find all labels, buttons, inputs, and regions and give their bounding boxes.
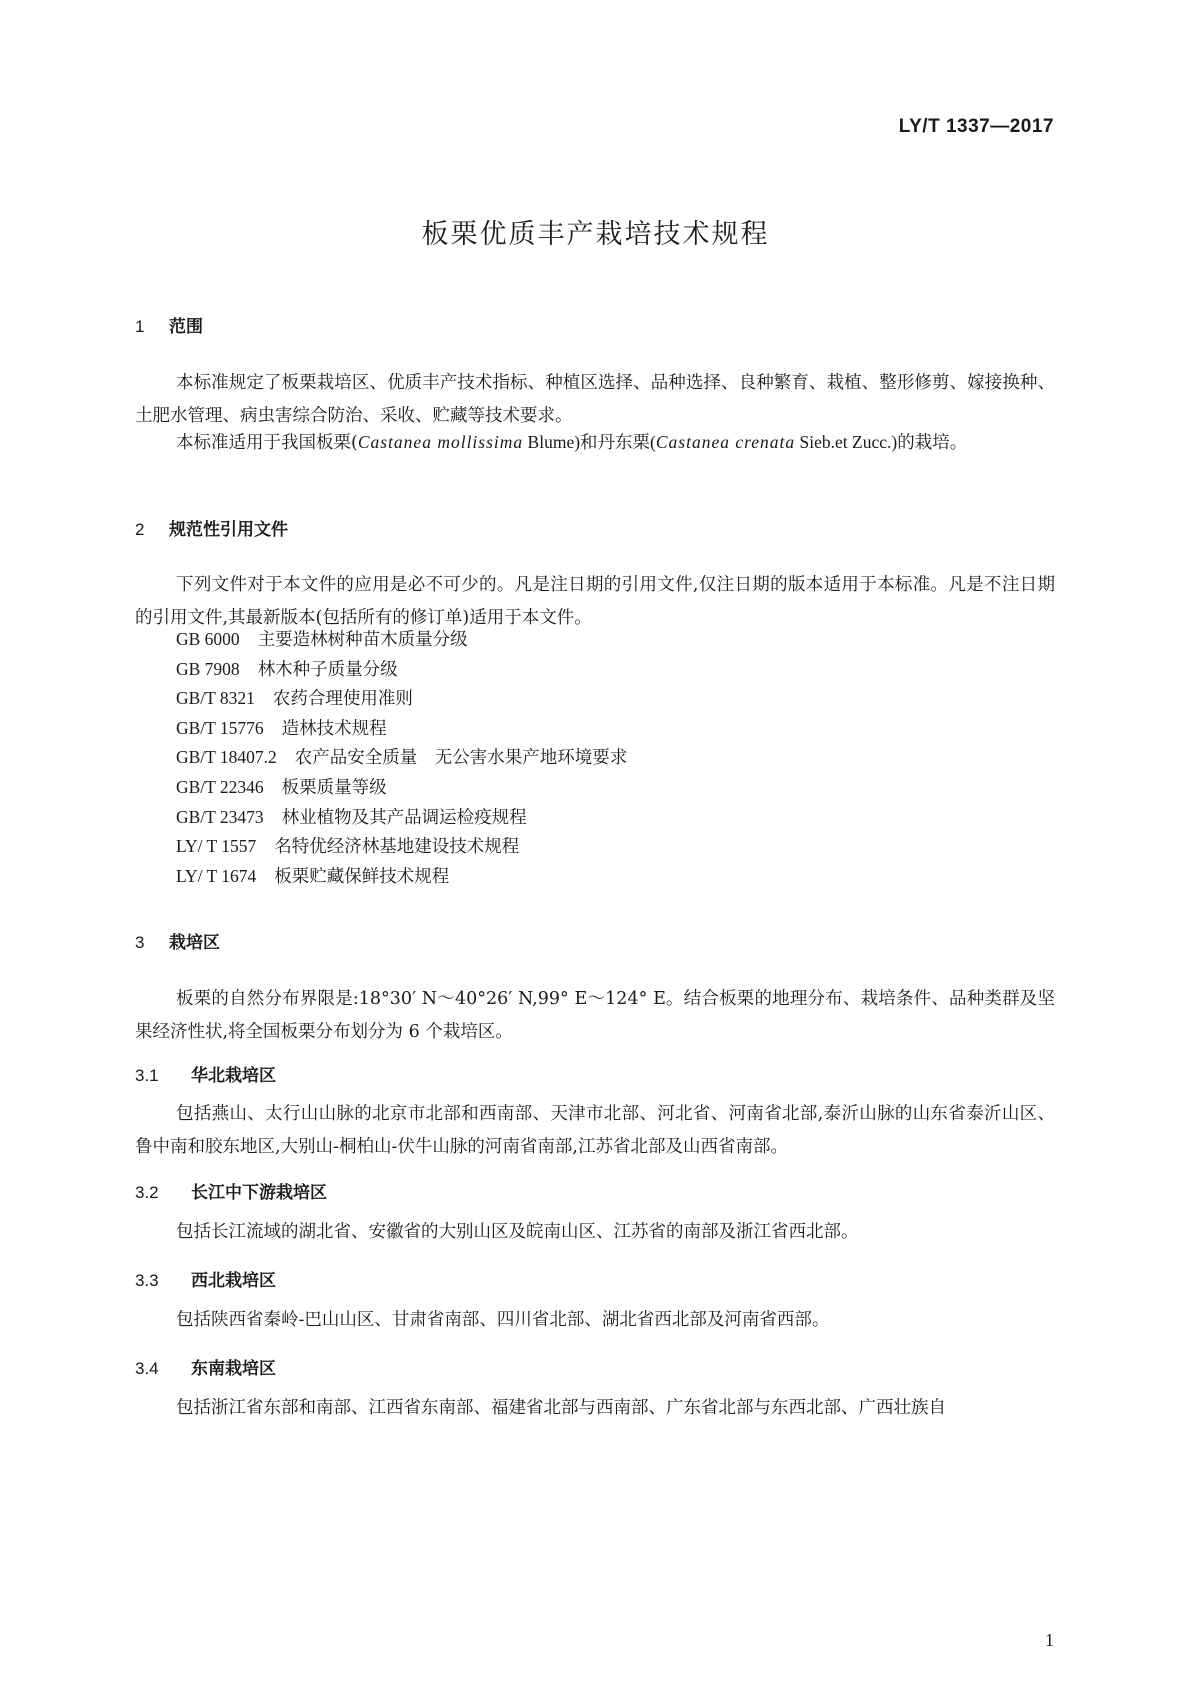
section-number: 1 <box>135 317 145 336</box>
scope-text-b: Blume)和丹东栗( <box>523 432 656 452</box>
subsection-heading-3-4 <box>135 1354 276 1379</box>
section-heading-2 <box>135 515 288 540</box>
reference-item <box>176 832 627 862</box>
subsection-text-3-2: 包括长江流域的湖北省、安徽省的大别山区及皖南山区、江苏省的南部及浙江省西北部。 <box>176 1222 859 1242</box>
subsection-heading-3-1 <box>135 1061 276 1086</box>
reference-item <box>176 773 627 803</box>
reference-name: 农药合理使用准则 <box>272 689 413 710</box>
subsection-heading-3-3 <box>135 1266 276 1291</box>
reference-name: 板栗贮藏保鲜技术规程 <box>274 866 450 887</box>
scope-text-a: 本标准适用于我国板栗( <box>176 433 358 453</box>
reference-item <box>176 655 627 685</box>
reference-item <box>176 714 627 744</box>
latin-name-mollissima: Castanea mollissima <box>357 432 524 452</box>
section-number: 3 <box>135 933 145 952</box>
scope-paragraph-1: 本标准规定了板栗栽培区、优质丰产技术指标、种植区选择、品种选择、良种繁育、栽植、整形修剪、嫁接换种、土肥水管理、病虫害综合防治、采收、贮藏等技术要求。 <box>135 373 1055 426</box>
subsection-title: 长江中下游栽培区 <box>191 1183 327 1203</box>
reference-code: GB 6000 <box>176 629 240 649</box>
reference-name: 主要造林树种苗木质量分级 <box>257 630 468 650</box>
subsection-number: 3.3 <box>135 1271 159 1290</box>
subsection-title: 华北栽培区 <box>191 1066 276 1086</box>
reference-name: 造林技术规程 <box>281 718 387 739</box>
subsection-number: 3.4 <box>135 1359 159 1378</box>
subsection-heading-3-2 <box>135 1178 327 1203</box>
reference-code: GB/T 8321 <box>176 688 255 709</box>
reference-item <box>176 862 627 892</box>
reference-name: 农产品安全质量 无公害水果产地环境要求 <box>294 748 628 769</box>
reference-code: GB/T 18407.2 <box>176 747 277 768</box>
reference-code: GB/T 22346 <box>176 776 264 797</box>
document-title: 板栗优质丰产栽培技术规程 <box>421 219 770 250</box>
section-heading-3 <box>135 928 220 953</box>
reference-code: GB/T 15776 <box>176 717 264 738</box>
reference-name: 林木种子质量分级 <box>257 659 398 680</box>
subsection-number: 3.2 <box>135 1183 159 1202</box>
subsection-number: 3.1 <box>135 1066 159 1085</box>
page-number: 1 <box>1045 1630 1054 1650</box>
reference-name: 林业植物及其产品调运检疫规程 <box>281 807 527 828</box>
section-title: 规范性引用文件 <box>169 520 288 540</box>
scope-text-c: Sieb.et Zucc.)的栽培。 <box>795 432 968 452</box>
latin-name-crenata: Castanea crenata <box>655 432 796 452</box>
section-heading-1 <box>135 312 203 337</box>
reference-code: LY/ T 1674 <box>176 865 257 886</box>
standard-code: LY/T 1337—2017 <box>898 116 1054 137</box>
reference-item <box>176 803 627 833</box>
section-number: 2 <box>135 520 145 539</box>
reference-item <box>176 625 627 655</box>
cultivation-intro: 板栗的自然分布界限是:18°30′ N～40°26′ N,99° E～124° E。结合板栗的地理分布、栽培条件、品种类群及坚果经济性状,将全国板栗分布划分为 6 个栽培区。 <box>135 989 1055 1042</box>
reference-code: LY/ T 1557 <box>176 836 257 857</box>
reference-item <box>176 743 627 773</box>
references-intro: 下列文件对于本文件的应用是必不可少的。凡是注日期的引用文件,仅注日期的版本适用于本标准。凡是不注日期的引用文件,其最新版本(包括所有的修订单)适用于本文件。 <box>135 575 1055 628</box>
subsection-text-3-3: 包括陕西省秦岭-巴山山区、甘肃省南部、四川省北部、湖北省西北部及河南省西部。 <box>176 1310 830 1330</box>
reference-item <box>176 684 627 714</box>
reference-name: 名特优经济林基地建设技术规程 <box>274 837 520 858</box>
section-title: 栽培区 <box>169 933 220 953</box>
reference-name: 板栗质量等级 <box>281 777 387 798</box>
reference-list <box>176 625 627 891</box>
section-title: 范围 <box>169 317 203 337</box>
subsection-title: 西北栽培区 <box>191 1271 276 1291</box>
subsection-text-3-1: 包括燕山、太行山山脉的北京市北部和西南部、天津市北部、河北省、河南省北部,泰沂山脉的山东省泰沂山区、鲁中南和胶东地区,大别山-桐柏山-伏牛山脉的河南省南部,江苏省北部及山西省南部。 <box>135 1104 1055 1157</box>
reference-code: GB 7908 <box>176 658 240 679</box>
scope-paragraph-2 <box>135 426 1055 460</box>
subsection-title: 东南栽培区 <box>191 1359 276 1379</box>
subsection-text-3-4: 包括浙江省东部和南部、江西省东南部、福建省北部与西南部、广东省北部与东西北部、广西壮族自 <box>176 1398 946 1418</box>
reference-code: GB/T 23473 <box>176 806 264 827</box>
